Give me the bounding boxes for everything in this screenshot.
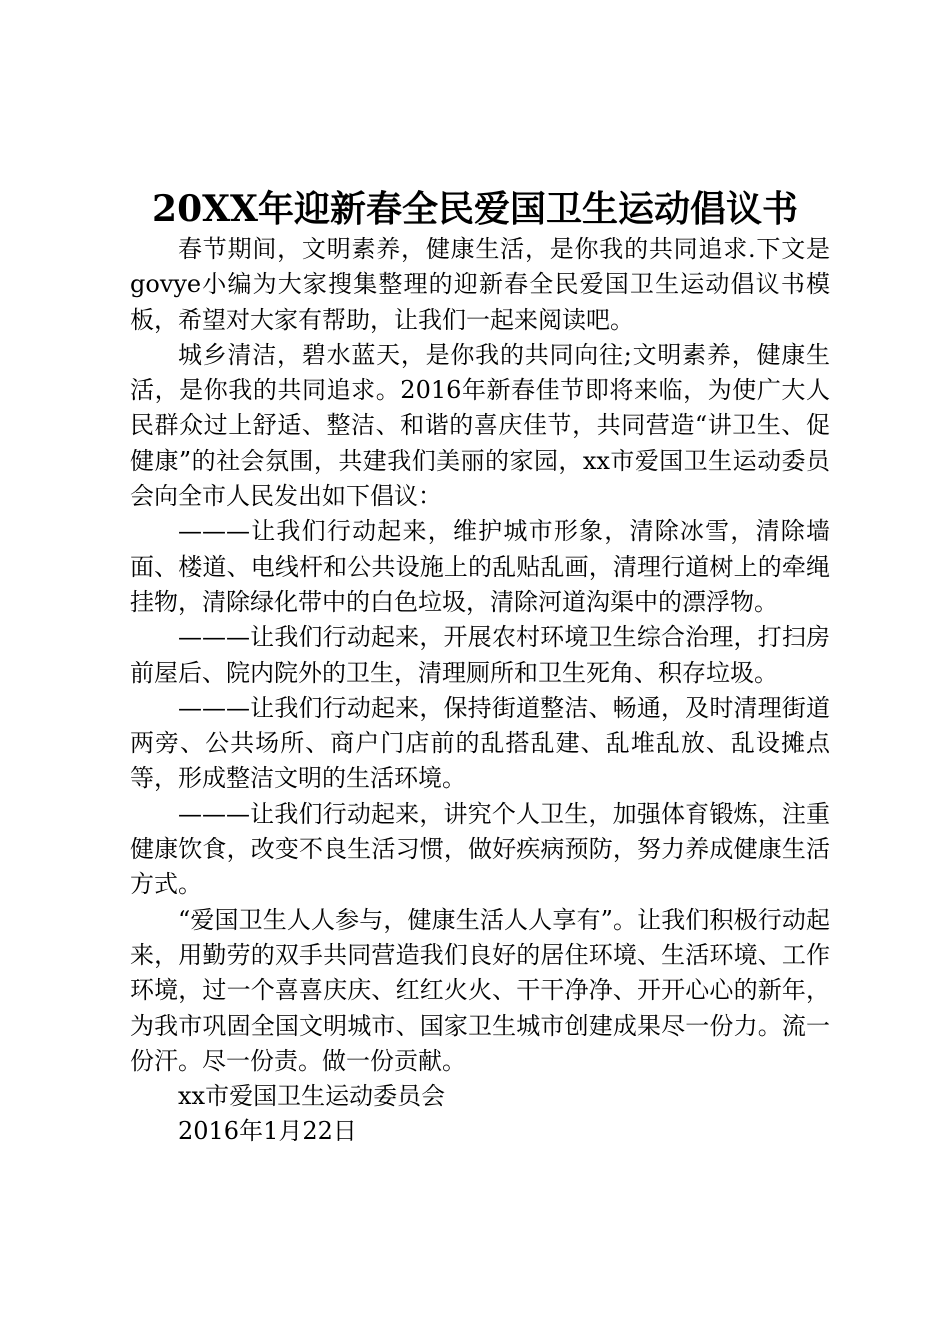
document-title: 20XX年迎新春全民爱国卫生运动倡议书 — [152, 188, 798, 230]
paragraph-proposal-personal: ———让我们行动起来，讲究个人卫生，加强体育锻炼，注重健康饮食，改变不良生活习惯，做好疾病预防，努力养成健康生活方式。 — [130, 799, 830, 899]
signature-date: 2016年1月22日 — [178, 1117, 357, 1146]
paragraph-closing: “爱国卫生人人参与，健康生活人人享有”。让我们积极行动起来，用勤劳的双手共同营造我们良好的居住环境、生活环境、工作环境，过一个喜喜庆庆、红红火火、干干净净、开开心心的新年，为我市巩固全国文明城市、国家卫生城市创建成果尽一份力。流一份汗。尽一份责。做一份贡献。 — [130, 905, 830, 1075]
signature: xx市爱国卫生运动委员会 — [178, 1082, 446, 1111]
paragraph-proposal-streets: ———让我们行动起来，保持街道整洁、畅通，及时清理街道两旁、公共场所、商户门店前的乱搭乱建、乱堆乱放、乱设摊点等，形成整洁文明的生活环境。 — [130, 693, 830, 793]
document-body — [130, 232, 830, 1150]
paragraph-proposal-rural: ———让我们行动起来，开展农村环境卫生综合治理，打扫房前屋后、院内院外的卫生，清理厕所和卫生死角、积存垃圾。 — [130, 623, 830, 687]
paragraph-intro: 春节期间，文明素养，健康生活，是你我的共同追求.下文是govye小编为大家搜集整理的迎新春全民爱国卫生运动倡议书模板，希望对大家有帮助，让我们一起来阅读吧。 — [130, 235, 830, 334]
paragraph-background: 城乡清洁，碧水蓝天，是你我的共同向往;文明素养，健康生活，是你我的共同追求。2016年新春佳节即将来临，为使广大人民群众过上舒适、整洁、和谐的喜庆佳节，共同营造“讲卫生、促健康”的社会氛围，共建我们美丽的家园，xx市爱国卫生运动委员会向全市人民发出如下倡议： — [130, 340, 830, 511]
paragraph-proposal-city: ———让我们行动起来，维护城市形象，清除冰雪，清除墙面、楼道、电线杆和公共设施上的乱贴乱画，清理行道树上的牵绳挂物，清除绿化带中的白色垃圾，清除河道沟渠中的漂浮物。 — [130, 517, 830, 616]
